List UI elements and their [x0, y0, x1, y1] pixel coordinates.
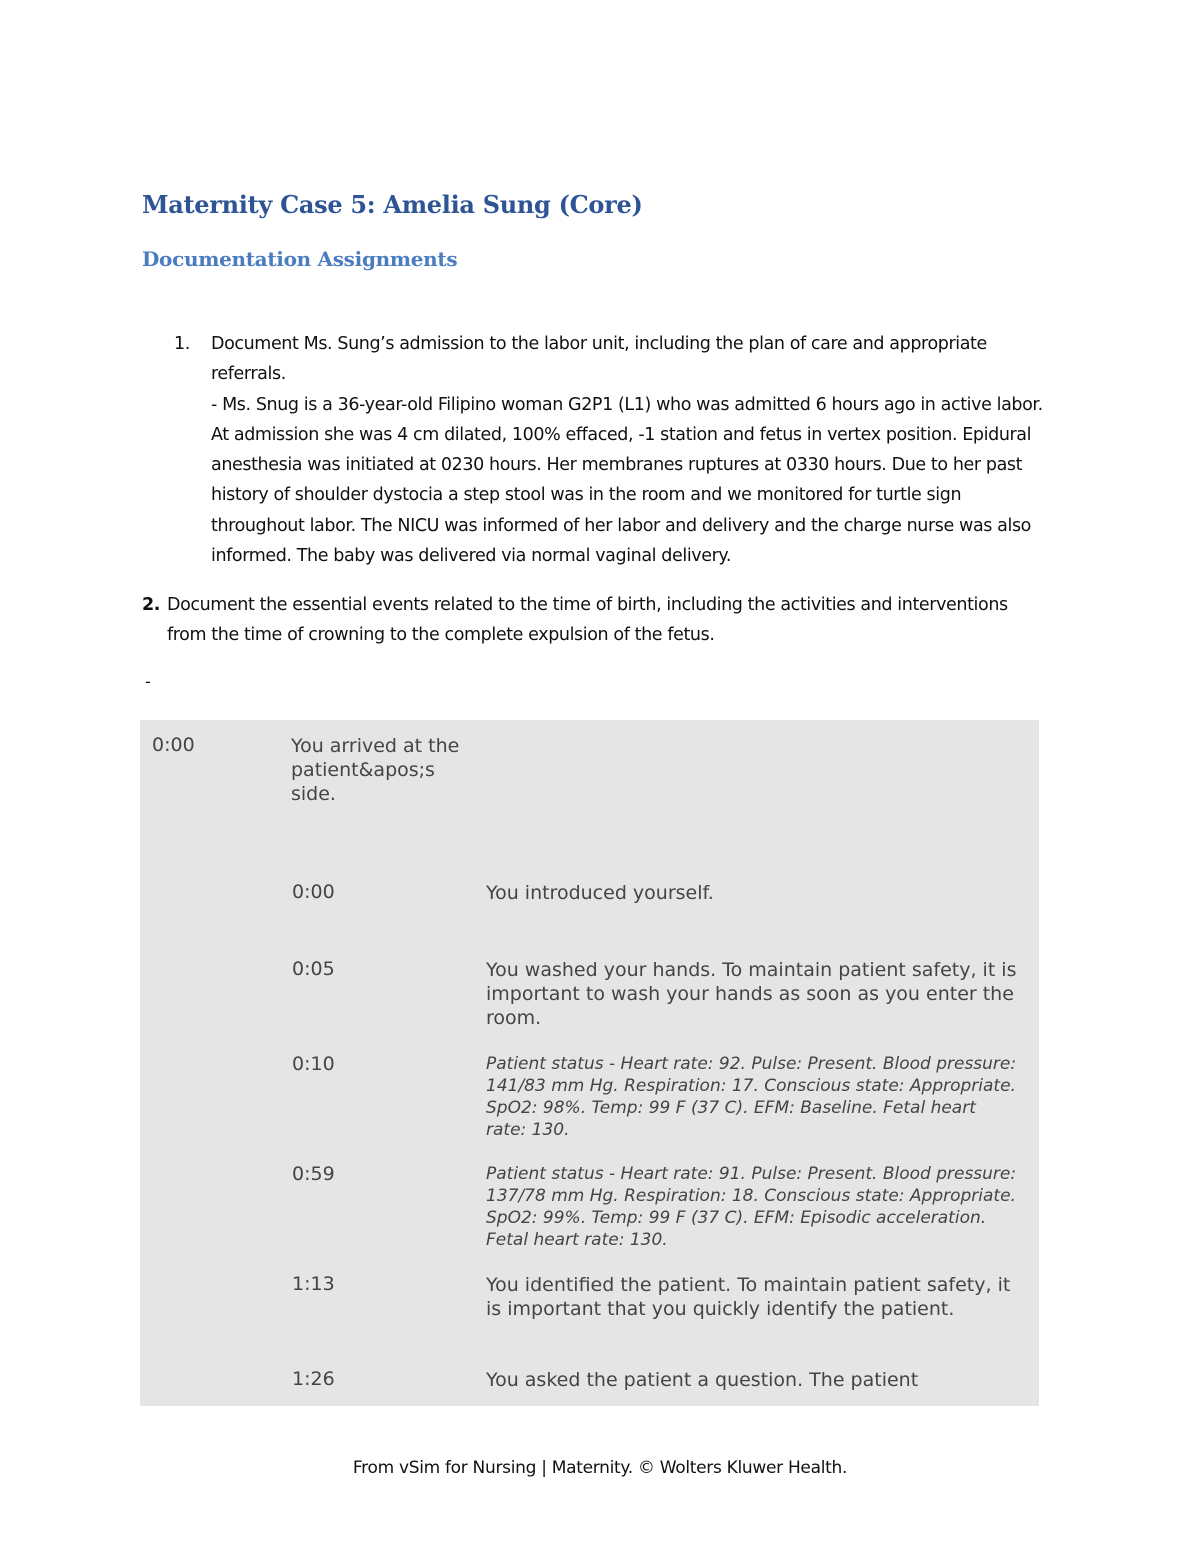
section-heading: Documentation Assignments: [142, 247, 458, 271]
assignment-1: [174, 329, 1054, 571]
event-text: You identified the patient. To maintain patient safety, it is important that you quickly identify the patient.: [486, 1274, 1011, 1320]
event-time: 1:26: [292, 1368, 335, 1390]
assignment-number: 1.: [174, 334, 190, 354]
assignment-answer: -: [145, 672, 151, 691]
assignment-number: 2.: [142, 595, 161, 615]
event-time: 0:00: [292, 881, 335, 903]
event-log-table: [140, 720, 1039, 1406]
event-time: 0:00: [152, 734, 195, 756]
event-text: Patient status - Heart rate: 91. Pulse: Present. Blood pressure: 137/78 mm Hg. Respiration: 18. Conscious state: Appropriate. SpO2: 99%. Temp: 99 F (37 C). EFM: Episodic acceleration. Fetal heart rate: 130.: [486, 1164, 1017, 1250]
event-text: You arrived at the patient&apos;s side.: [291, 735, 460, 805]
assignment-answer: - Ms. Snug is a 36-year-old Filipino woman G2P1 (L1) who was admitted 6 hours ago in active labor. At admission she was 4 cm dilated, 100% effaced, -1 station and fetus in vertex position. Epidural anesthesia was initiated at 0230 hours. Her membranes ruptures at 0330 hours. Due to her past history of shoulder dystocia a step stool was in the room and we monitored for turtle sign throughout labor. The NICU was informed of her labor and delivery and the charge nurse was also informed. The baby was delivered via normal vaginal delivery.: [211, 394, 1043, 567]
page-title: Maternity Case 5: Amelia Sung (Core): [142, 190, 643, 219]
event-text: Patient status - Heart rate: 92. Pulse: Present. Blood pressure: 141/83 mm Hg. Respiration: 17. Conscious state: Appropriate. SpO2: 98%. Temp: 99 F (37 C). EFM: Baseline. Fetal heart rate: 130.: [486, 1054, 1017, 1140]
event-time: 0:10: [292, 1053, 335, 1075]
assignment-question: Document the essential events related to the time of birth, including the activities and interventions from the time of crowning to the complete expulsion of the fetus.: [167, 595, 1008, 646]
event-time: 0:05: [292, 958, 335, 980]
event-text: You asked the patient a question. The patient: [486, 1369, 919, 1391]
event-time: 1:13: [292, 1273, 335, 1295]
assignment-question: Document Ms. Sung’s admission to the labor unit, including the plan of care and appropriate referrals.: [211, 334, 987, 385]
event-time: 0:59: [292, 1163, 335, 1185]
event-text: You introduced yourself.: [486, 882, 714, 904]
event-text: You washed your hands. To maintain patient safety, it is important to wash your hands as soon as you enter the room.: [486, 959, 1017, 1029]
page-footer: From vSim for Nursing | Maternity. © Wolters Kluwer Health.: [352, 1458, 848, 1478]
assignment-2: [142, 590, 1052, 651]
